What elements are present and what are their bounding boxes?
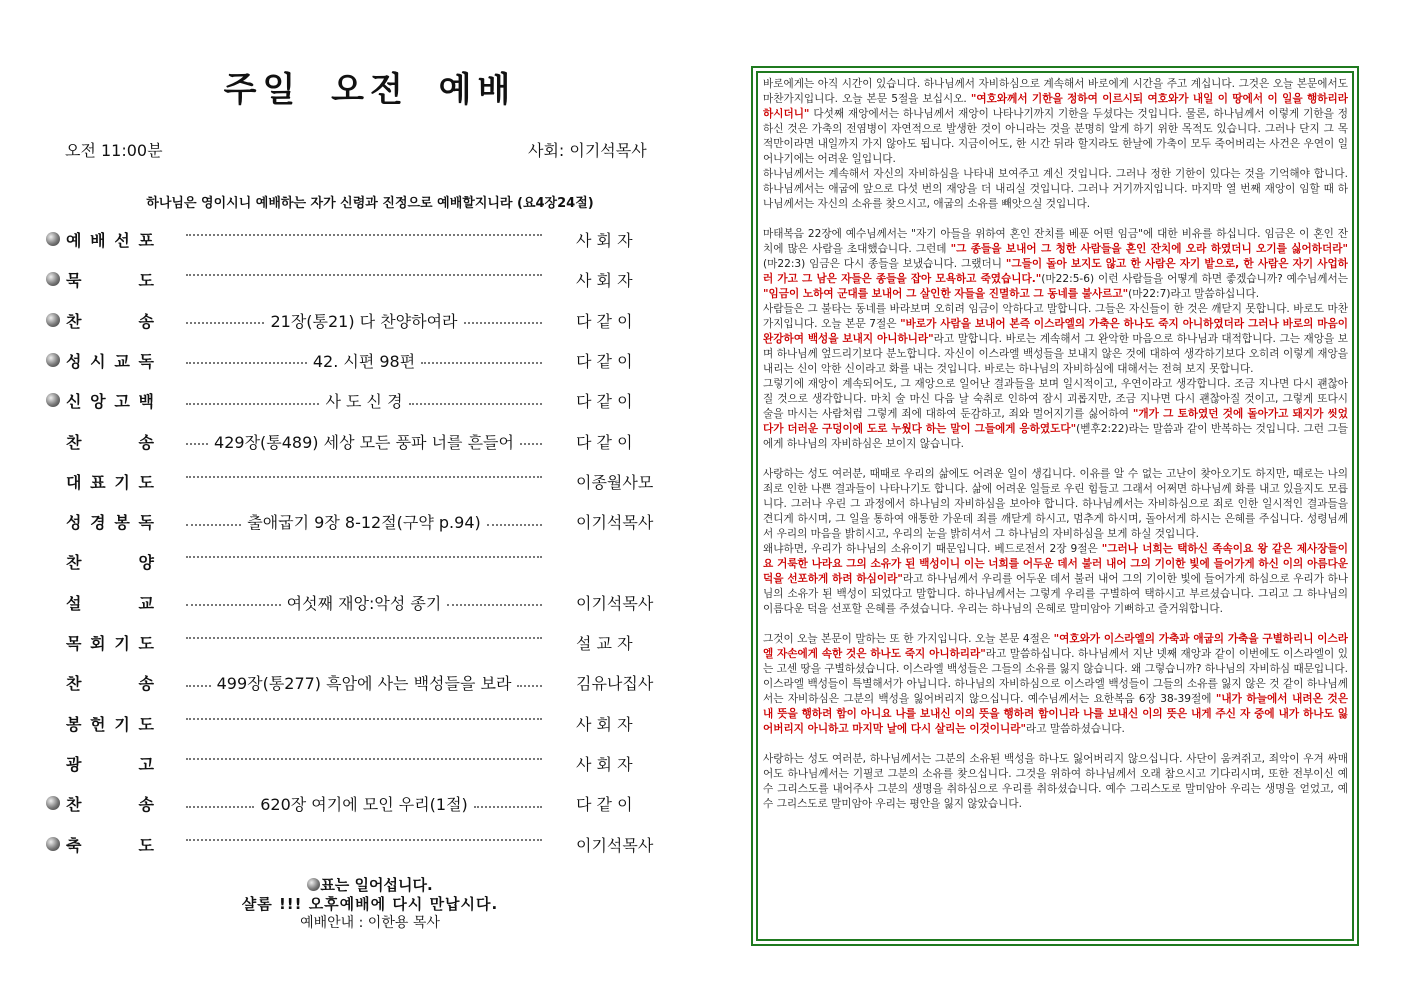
bulletin-title: 주일 오전 예배 [223,70,517,110]
order-person: 다 같 이 [576,795,633,815]
sermon-sentence: 그것이 오늘 본문이 말하는 또 한 가지입니다. 오늘 본문 4절은 [763,633,1054,645]
dot-leader [186,443,208,445]
order-row [40,668,680,698]
sermon-sentence: 바로에게는 아직 시간이 있습니다. 하나님께서 자비하심으로 계속해서 바로에게 시간을 주고 계십니다. 그것은 오늘 본문에서도 마찬가지입니다. 오늘 본문 5절을 보십시오. [763,78,1348,105]
order-row [40,830,680,860]
order-label: 대 표 기 도 [66,472,154,492]
sermon-sentence: (마22:3) 임금은 다시 종들을 보냈습니다. 그랬더니 [763,258,1006,270]
order-person: 다 같 이 [576,392,633,412]
dot-leader [186,839,542,841]
order-person: 사 회 자 [576,231,633,250]
order-row [40,628,680,658]
order-row [40,306,680,336]
dot-leader [186,637,542,639]
order-detail [186,430,542,453]
scripture-quote: "여호와께서 기한을 정하여 이르시되 여호와가 내일 이 땅에서 이 일을 행하리라 하시더니" [763,93,1348,120]
sermon-sentence: 라고 말합니다. 바로는 계속해서 그 완악한 마음으로 하나님과 대적합니다. 그는 재앙을 보며 하나님께 엎드리기보다 분노합니다. 자신이 이스라엘 백성들을 보내지 않은 것에 대하여 생각하기보다 오히려 이렇게 재앙을 내리는 신이 악한 신이라고 화를 내는 것입니다. 바로는 하나님의 자비하심에 대해서는 전혀 보지 못합니다. [763,333,1348,375]
dot-leader [186,758,542,760]
order-detail-text: 사 도 신 경 [325,392,403,412]
order-detail [186,752,542,760]
sermon-sentence: 그렇기에 재앙이 계속되어도, 그 재앙으로 일어난 결과들을 보며 일시적이고, 우연이라고 생각합니다. 조금 지나면 다시 괜찮아질 것으로 생각합니다. 마치 술 마신 다음 날 숙취로 인하여 잠시 괴롭지만, 조금 지나면 다시 괜찮아질 것이고, 그렇게 또다시 술을 마시는 사람처럼 그렇게 죄에 대하여 둔감하고, 죄와 멀어지기를 싫어하여 [763,378,1348,420]
order-row [40,749,680,779]
dot-leader [464,322,542,324]
order-person: 이기석목사 [576,835,654,855]
order-row [40,507,680,537]
sermon-sentence: 마태복음 22장에 예수님께서는 "자기 아들을 위하여 혼인 잔치를 베푼 어떤 임금"에 대한 비유를 하십니다. 임금은 이 혼인 잔치에 많은 사람을 초대했습니다. 그런데 [763,228,1348,255]
order-detail [186,631,542,639]
scripture-quote: "여호와가 이스라엘의 가축과 애굽의 가축을 구별하리니 이스라엘 자손에게 속한 것은 하나도 죽지 아니하리라" [763,633,1348,660]
dot-leader [186,685,211,687]
order-label: 찬 송 [66,432,154,452]
bullet-icon [46,353,60,367]
sermon-sentence: 라고 말씀하셨습니다. [1026,723,1125,735]
dot-leader [447,604,542,606]
order-row [40,225,680,255]
standing-note [40,874,700,895]
sermon-paragraph [763,752,1348,812]
dot-leader [186,556,542,558]
worship-guide: 예배안내 : 이한용 목사 [300,915,440,931]
order-label: 예 배 선 포 [66,231,154,250]
sermon-paragraph [763,167,1348,212]
order-person: 김유나집사 [576,674,654,694]
scripture-quote: "바로가 사람을 보내어 본즉 이스라엘의 가축은 하나도 죽지 아니하였더라 그러나 바로의 마음이 완강하여 백성을 보내지 아니하니라" [763,318,1348,345]
order-detail [186,470,542,478]
dot-leader [186,604,281,606]
sermon-paragraph [763,377,1348,452]
order-row [40,709,680,739]
sermon-paragraph [763,227,1348,302]
order-detail [186,228,542,236]
sermon-paragraph [763,632,1348,737]
theme-verse: 하나님은 영이시니 예배하는 자가 신령과 진정으로 예배할지니라 (요4장24절) [146,196,594,211]
order-detail [186,550,542,558]
sermon-paragraph [763,542,1348,617]
sermon-paragraph [763,302,1348,377]
order-detail [186,510,542,533]
order-detail [186,833,542,841]
sermon-sentence: 라고 말씀하십니다. 하나님께서 지난 넷째 재앙과 같이 이번에도 이스라엘이 있는 고센 땅을 구별하셨습니다. 이스라엘 백성들은 그들의 소유를 잃지 않습니다. 왜 그렇습니까? 하나님의 자비하심 때문입니다. 이스라엘 백성들이 특별해서가 아닙니다. 하나님의 자비하심으로 이스라엘 백성들이 그들의 소유를 잃지 않은 것 같이 하나님께서는 자비하심은 그분의 백성을 잃어버리지 않으십니다. 예수님께서는 요한복음 6장 38-39절에 [763,648,1348,705]
order-detail [186,712,542,720]
dot-leader [186,322,264,324]
order-detail [186,309,542,332]
sermon-sentence: 왜냐하면, 우리가 하나님의 소유이기 때문입니다. 베드로전서 2장 9절은 [763,543,1102,555]
dot-leader [186,718,542,720]
dot-leader [186,806,254,808]
order-label: 찬 송 [66,795,154,815]
sermon-paragraph [763,77,1348,167]
sermon-paragraph [763,467,1348,542]
order-row [40,467,680,497]
order-label: 찬 양 [66,553,154,573]
scripture-quote: "내가 하늘에서 내려온 것은 내 뜻을 행하려 함이 아니요 나를 보내신 이의 뜻을 행하려 함이니라 나를 보내신 이의 뜻은 내게 주신 자 중에 내가 하나도 잃어버리지 아니하고 마지막 날에 다시 살리는 이것이니라" [763,693,1348,735]
sermon-sentence: 라고 하나님께서 우리를 어두운 데서 불러 내어 그의 기이한 빛에 들어가게 하심으로 우리가 하나님의 소유가 된 백성이 되었다고 말합니다. 하나님께서는 그렇게 우리를 구별하여 택하시고 부르셨습니다. 그리고 그 하나님의 이름다운 덕을 선포할 은혜를 주셨습니다. 우리는 하나님의 은혜로 말미암아 기뻐하고 즐거워합니다. [763,573,1348,615]
scripture-quote: "그들이 돌아 보지도 않고 한 사람은 자기 밭으로, 한 사람은 자기 사업하러 가고 그 남은 자들은 종들을 잡아 모욕하고 죽였습니다." [763,258,1348,285]
order-label: 봉 헌 기 도 [66,714,154,734]
sermon-text [763,77,1348,938]
bullet-icon [46,313,60,327]
order-person: 이기석목사 [576,593,654,613]
order-person: 사 회 자 [576,714,633,734]
order-person: 이종월사모 [576,472,654,492]
order-person: 다 같 이 [576,351,633,371]
order-detail [186,349,542,372]
dot-leader [186,362,307,364]
order-row [40,789,680,819]
dot-leader [186,234,542,236]
bullet-icon [46,837,60,851]
order-detail-text: 620장 여기에 모인 우리(1절) [260,795,468,815]
dot-leader [186,476,542,478]
order-detail-text: 42. 시편 98편 [312,351,416,371]
bullet-icon [46,796,60,810]
order-label: 설 교 [66,593,154,613]
order-row [40,547,680,577]
order-label: 광 고 [66,754,154,774]
scripture-quote: "그 종들을 보내어 그 청한 사람들을 혼인 잔치에 오라 하였더니 오기를 싫어하더라" [950,243,1348,255]
order-row [40,346,680,376]
order-row [40,427,680,457]
order-label: 찬 송 [66,311,154,331]
scripture-quote: "개가 그 토하였던 것에 돌아가고 돼지가 씻었다가 더러운 구덩이에 도로 누웠다 하는 말이 그들에게 응하였도다" [763,408,1348,435]
sermon-sentence: 다섯째 재앙에서는 하나님께서 재앙이 나타나기까지 기한을 두셨다는 것입니다. 물론, 하나님께서 이렇게 기한을 정하신 것은 가축의 전염병이 자연적으로 발생한 것이 아니라는 것을 분명히 알게 하기 위한 목적도 있습니다. 그러나 단지 그 목적만이라면 내일까지 가지 않아도 됩니다. 지금이어도, 한 시간 뒤라 할지라도 한날에 가축이 모두 죽어버리는 사건은 우연이 일어나기에는 어려운 일입니다. [763,108,1348,165]
order-label: 신 앙 고 백 [66,392,154,412]
standing-note-text: 표는 일어섭니다. [320,876,433,894]
order-detail-text: 21장(통21) 다 찬양하여라 [270,311,458,331]
order-person: 이기석목사 [576,513,654,533]
order-detail-text: 429장(통489) 세상 모든 풍파 너를 흔들어 [214,432,514,452]
service-leader: 사회: 이기석목사 [528,141,647,160]
scripture-quote: "그러나 너희는 택하신 족속이요 왕 같은 제사장들이요 거룩한 나라요 그의 소유가 된 백성이니 이는 너희를 어두운 데서 불러 내어 그의 기이한 빛에 들어가게 하신 이의 아름다운 덕을 선포하게 하려 하심이라" [763,543,1348,585]
order-person: 다 같 이 [576,432,633,452]
closing-greeting: 샬롬 !!! 오후예배에 다시 만납시다. [241,895,499,913]
sermon-sentence: 사람들은 그 불타는 동네를 바라보며 오히려 임금이 악하다고 말합니다. 그들은 자신들이 한 것은 깨닫지 못합니다. 바로도 마찬가지입니다. 오늘 본문 7절은 [763,303,1348,330]
sermon-panel [751,66,1359,946]
order-detail-text: 출애굽기 9장 8-12절(구약 p.94) [247,513,481,533]
sermon-sentence: 사랑하는 성도 여러분, 하나님께서는 그분의 소유된 백성을 하나도 잃어버리지 않으십니다. 사단이 움켜쥐고, 죄악이 우겨 싸매어도 하나님께서는 기필코 그분의 소유를 찾으십니다. 그것을 위하여 하나님께서 오래 참으시고 기다리시며, 또한 전부이신 예수 그리스도를 내어주사 그분의 생명을 취하심으로 우리를 취하셨습니다. 예수 그리스도로 말미암아 우리는 생명을 얻었고, 예수 그리스도로 말미암아 우리는 평안을 잃지 않았습니다. [763,753,1348,810]
sermon-sentence: (마22:7)라고 말씀하십니다. [1128,288,1260,300]
scripture-quote: "임금이 노하여 군대를 보내어 그 살인한 자들을 진멸하고 그 동네를 불사르고" [763,288,1129,300]
bullet-icon [46,393,60,407]
order-row [40,265,680,295]
sermon-sentence: 하나님께서는 계속해서 자신의 자비하심을 나타내 보여주고 계신 것입니다. 그러나 정한 기한이 있다는 것을 기억해야 합니다. 하나님께서는 애굽에 앞으로 다섯 번의 재앙을 더 내리실 것입니다. 그러나 거기까지입니다. 마지막 열 번째 재앙이 임할 때 하나님께서는 자신의 소유를 찾으시고, 애굽의 소유를 빼앗으실 것입니다. [763,168,1348,210]
order-detail-text: 여섯째 재앙:악성 종기 [286,593,442,613]
dot-leader [186,524,241,526]
order-person: 다 같 이 [576,311,633,331]
order-label: 성 경 봉 독 [66,513,154,533]
order-person: 사 회 자 [576,754,633,774]
dot-leader [474,806,542,808]
dot-leader [517,685,542,687]
order-label: 찬 송 [66,674,154,694]
order-row [40,386,680,416]
dot-leader [409,403,542,405]
order-detail [186,268,542,276]
order-detail [186,591,542,614]
order-detail [186,792,542,815]
order-row [40,588,680,618]
bullet-icon [307,878,320,891]
sermon-sentence: 사랑하는 성도 여러분, 때때로 우리의 삶에도 어려운 일이 생깁니다. 이유를 알 수 없는 고난이 찾아오기도 하지만, 때로는 나의 죄로 인한 나쁜 결과들이 나타나기도 합니다. 삶에 어려운 일들로 우린 힘들고 그래서 어쩌면 하나님께 화를 내고 있을지도 모릅니다. 그러나 우린 그 과정에서 하나님의 자비하심을 보아야 합니다. 하나님께서는 자비하심으로 죄로 인한 일시적인 결과들을 견디게 하시며, 그 일을 통하여 애통한 가운데 죄를 깨닫게 하시고, 멈추게 하시며, 돌아서게 하시는 은혜를 주십니다. 성령님께서 우리의 마음을 밝히시고, 우리의 눈을 밝히셔서 그 하나님의 자비하심을 보게 하실 것입니다. [763,468,1348,540]
dot-leader [487,524,542,526]
service-time: 오전 11:00분 [65,141,163,160]
bulletin-page [40,0,680,992]
bullet-icon [46,232,60,246]
bullet-icon [46,272,60,286]
order-label: 목 회 기 도 [66,634,154,653]
sermon-sentence: (벧후2:22)라는 말씀과 같이 반복하는 것입니다. 그런 그들에게 하나님의 자비하심은 보이지 않습니다. [763,423,1348,450]
dot-leader [520,443,542,445]
dot-leader [186,274,542,276]
sermon-sentence: (마22:5-6) 이런 사람들을 어떻게 하면 좋겠습니까? 예수님께서는 [1041,273,1348,285]
order-person: 설 교 자 [576,634,633,653]
order-person: 사 회 자 [576,271,633,291]
order-detail-text: 499장(통277) 흑암에 사는 백성들을 보라 [216,674,512,694]
order-label: 축 도 [66,835,154,855]
order-label: 성 시 교 독 [66,351,154,371]
dot-leader [186,403,319,405]
order-label: 묵 도 [66,271,154,291]
dot-leader [421,362,542,364]
order-detail [186,671,542,694]
order-detail [186,389,542,412]
